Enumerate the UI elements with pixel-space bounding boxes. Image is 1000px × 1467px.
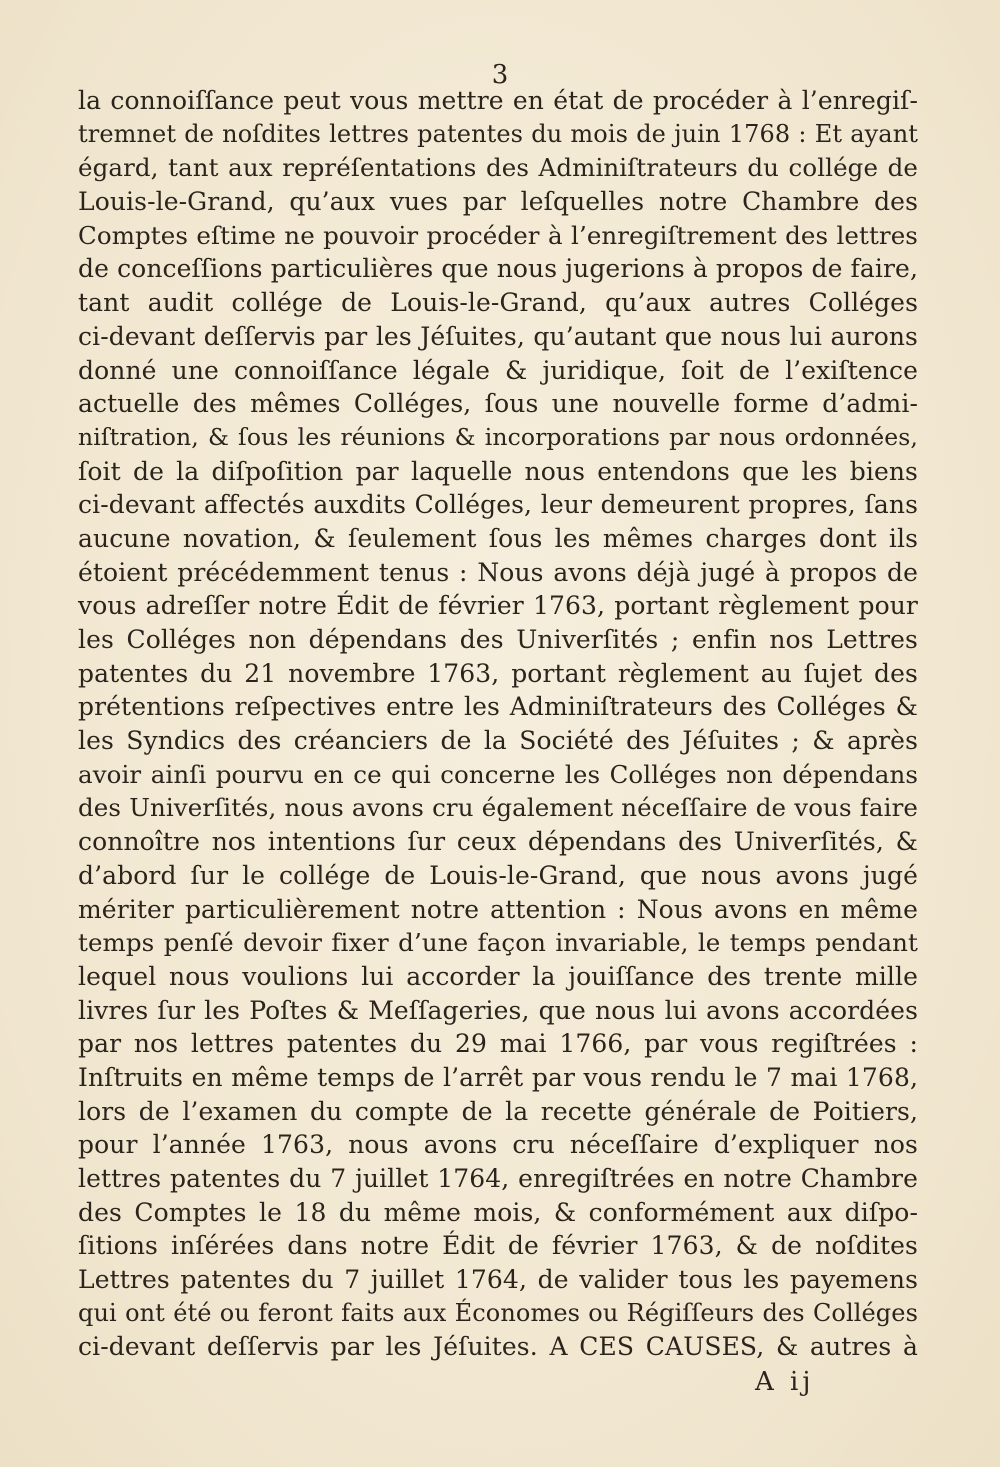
text-line: temps penſé devoir fixer d’une façon invariable, le temps pendant <box>78 928 918 958</box>
text-line: mériter particulièrement notre attention : Nous avons en même <box>78 894 918 924</box>
text-line: tant audit collége de Louis-le-Grand, qu’aux autres Colléges <box>78 288 918 318</box>
text-line: avoir ainſi pourvu en ce qui concerne les Colléges non dépendans <box>78 759 918 789</box>
text-line: égard, tant aux repréſentations des Adminiſtrateurs du collége de <box>78 153 918 183</box>
text-line: lequel nous voulions lui accorder la jouiſſance des trente mille <box>78 961 918 991</box>
text-line: des Comptes le 18 du même mois, & conformément aux diſpo- <box>78 1197 918 1227</box>
text-line: Lettres patentes du 7 juillet 1764, de valider tous les payemens <box>78 1265 918 1295</box>
text-line: ci-devant affectés auxdits Colléges, leur demeurent propres, ſans <box>78 490 918 520</box>
text-line: patentes du 21 novembre 1763, portant règlement au ſujet des <box>78 658 918 688</box>
text-line: par nos lettres patentes du 29 mai 1766, par vous regiſtrées : <box>78 1029 918 1059</box>
text-line: des Univerſités, nous avons cru également néceſſaire de vous faire <box>78 793 918 823</box>
text-line: Louis-le-Grand, qu’aux vues par leſquelles notre Chambre des <box>78 187 918 217</box>
text-line: les Syndics des créanciers de la Société des Jéſuites ; & après <box>78 726 918 756</box>
text-line: lettres patentes du 7 juillet 1764, enregiſtrées en notre Chambre <box>78 1164 918 1193</box>
text-line: donné une connoiſſance légale & juridique, ſoit de l’exiſtence <box>78 355 918 385</box>
text-line: d’abord ſur le collége de Louis-le-Grand, que nous avons jugé <box>78 860 918 890</box>
signature-mark: A ij <box>755 1366 815 1397</box>
text-line: lors de l’examen du compte de la recette générale de Poitiers, <box>78 1096 918 1126</box>
text-line: prétentions reſpectives entre les Adminiſtrateurs des Colléges & <box>78 692 918 722</box>
text-line: de conceſſions particulières que nous jugerions à propos de faire, <box>78 254 918 284</box>
text-line: ci-devant deſſervis par les Jéſuites. A CES CAUSES, & autres à <box>78 1332 918 1362</box>
text-line: ſoit de la diſpoſition par laquelle nous entendons que les biens <box>78 456 918 486</box>
text-line: Comptes eſtime ne pouvoir procéder à l’enregiſtrement des lettres <box>78 220 918 250</box>
text-line: ci-devant deſſervis par les Jéſuites, qu’autant que nous lui aurons <box>78 321 918 351</box>
text-line: ſitions inſérées dans notre Édit de février 1763, & de noſdites <box>78 1231 918 1261</box>
text-line: connoître nos intentions ſur ceux dépendans des Univerſités, & <box>78 827 918 857</box>
text-line: pour l’année 1763, nous avons cru néceſſaire d’expliquer nos <box>78 1130 918 1160</box>
text-line: tremnet de noſdites lettres patentes du mois de juin 1768 : Et ayant <box>78 119 918 148</box>
text-line: actuelle des mêmes Colléges, ſous une nouvelle forme d’admi- <box>78 389 918 419</box>
text-line: niſtration, & ſous les réunions & incorporations par nous ordonnées, <box>78 422 918 451</box>
text-line: Inſtruits en même temps de l’arrêt par vous rendu le 7 mai 1768, <box>78 1062 918 1092</box>
text-line: qui ont été ou feront faits aux Économes ou Régiſſeurs des Colléges <box>78 1298 918 1327</box>
text-line: livres ſur les Poſtes & Meſſageries, que nous lui avons accordées <box>78 995 918 1025</box>
text-line: étoient précédemment tenus : Nous avons déjà jugé à propos de <box>78 557 918 587</box>
body-text <box>78 84 918 1364</box>
page-number: 3 <box>491 60 509 90</box>
text-line: les Colléges non dépendans des Univerſités ; enfin nos Lettres <box>78 625 918 654</box>
text-line: la connoiſſance peut vous mettre en état de procéder à l’enregiſ- <box>78 86 918 115</box>
text-line: vous adreſſer notre Édit de février 1763, portant règlement pour <box>78 591 918 621</box>
text-line: aucune novation, & ſeulement ſous les mêmes charges dont ils <box>78 523 918 553</box>
